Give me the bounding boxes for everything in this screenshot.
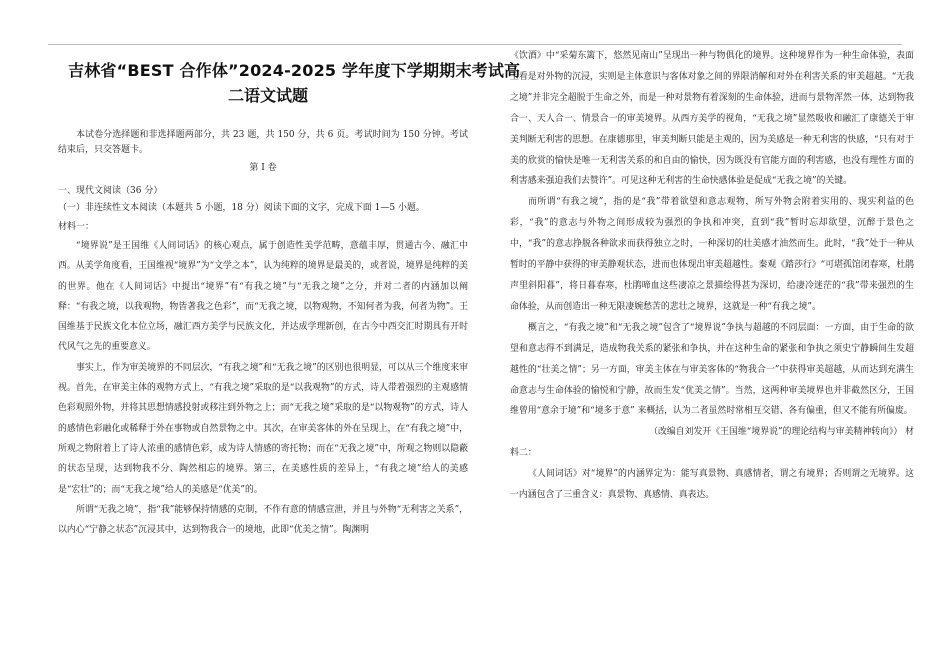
paragraph: 《饮酒》中“采菊东篱下，悠然见南山”呈现出一种与物俱化的境界。这种境界作为一种生命体验，表面上看是对外物的沉浸，实则是主体意识与客体对象之间的界限消解和对外在利害关系的审美超越。“无我之境”并非完全超脱于生命之外，而是一种对景物有着深刻的生命体验，进而与景物浑然一体，达到物我合一、天人合一、情景合一的审美境界。从西方美学的视角，“无我之境”显然吸收和融汇了康德关于审美判断无利害的思想。在康德那里，审美判断只能是主观的，因为美感是一种无利害的快感，“只有对于美的欣赏的愉快是唯一无利害关系的和自由的愉快，因为既没有官能方面的利害感，也没有理性方面的利害感来强迫我们去赞许”。可见这种无利害的生命快感体验是促成“无我之境”的关键。 <box>510 51 914 187</box>
exam-instructions: 本试卷分选择题和非选择题两部分，共 23 题，共 150 分，共 6 页。考试时间为 150 分钟。考试结束后，只交答题卡。 <box>58 130 468 155</box>
volume-label: 第 I 卷 <box>249 163 277 173</box>
paragraph: 而所谓“有我之境”，指的是“我”带着欲望和意志观物，所写外物会附着实用的、现实利益的色彩，“我”的意志与外物之间形成较为强烈的争执和冲突，直到“我”暂时忘却欲望，沉醉于景色之中，“我”的意志挣脱各种欲求而获得独立之时，一种深切的壮美感才油然而生。此时，“我”处于一种从暂时的平静中获得的审美静观状态，进而也体现出审美超越性。秦观《踏莎行》“可堪孤馆闭春寒，杜鹃声里斜阳暮”，将日暮春寒，杜鹃啼血这些凄凉之景描绘得甚为深切，给凄冷迷茫的“我”带来强烈的生命体验，从而创造出一种无限凄婉愁苦的悲壮之境界，这就是一种“有我之境”。 <box>510 197 914 312</box>
paragraph: “境界说”是王国维《人间词话》的核心观点，属于创造性美学范畴，意蕴丰厚，贯通古今、融汇中西。从美学角度看，王国维视“境界”为“文学之本”，认为纯粹的境界是最美的，或者说，境界是纯粹的美的世界。他在《人间词话》中提出“境界”有“有我之境”与“无我之境”之分，并对二者的内涵加以阐释：“有我之境，以我观物，物皆著我之色彩”，而“无我之境，以物观物，不知何者为我，何者为物”。王国维基于民族文化本位立场，融汇西方美学与民族文化，并达成学理新创，在古今中西交汇时期具有开时代风气之先的重要意义。 <box>58 241 468 353</box>
right-body <box>510 46 914 506</box>
material-tail: 材 <box>905 427 914 438</box>
exam-title-line2: 二语文试题 <box>227 86 308 105</box>
left-body <box>58 236 468 540</box>
paragraph: 所谓“无我之境”，指“我”能够保持情感的克制，不作有意的情感宣泄，并且与外物“无利害之关系”，以内心“宁静之状态”沉浸其中，达到物我合一的境地，此即“优美之情”。陶渊明 <box>58 504 468 536</box>
paragraph: 概言之，“有我之境”和“无我之境”包含了“境界说”争执与超越的不同层面：一方面，由于生命的欲望和意志得不到满足，造成物我关系的紧张和争执，并在这种生命的紧张和争执之须史宁静瞬间生发超越性的“壮美之情”；另一方面，审美主体在与审美客体的“物我合一”中获得审美超越，从而达到充满生命意志与生命体验的愉悦和宁静，故而生发“优美之情”。当然，这两种审美境界也并非截然区分，王国维曾用“意余于境”和“境多于意” 来概括，认为二者虽然时常相互交错、各有偏重，但又不能有所偏废。 <box>510 322 914 417</box>
material2-label: 料二： <box>510 448 537 459</box>
exam-title-line1: 吉林省“BEST 合作体”2024-2025 学年度下学期期末考试高 <box>68 61 521 80</box>
material1-label: 材料一： <box>58 222 95 232</box>
paragraph: 事实上，作为审美境界的不同层次，“有我之境”和“无我之境”的区别也很明显，可以从三个维度来审视。首先，在审美主体的观物方式上，“有我之境”采取的是“以我观物”的方式，诗人带着强烈的主观感情色彩观照外物，并将其思想情感投射或移注到外物之上；而“无我之境”采取的是“以物观物”的方式，诗人的感情色彩融化或稀释于外在事物或自然景物之中。其次，在审美客体的外在呈现上，在“有我之境”中，所观之物附着上了诗人浓重的感情色彩，成为诗人情感的寄托物；而在“无我之境”中，所观之物则以隐蔽的状态呈现，达到物我不分、陶然相忘的境界。第三，在美感性质的差异上，“有我之境”给人的美感是“宏壮”的；而“无我之境”给人的美感是“优美”的。 <box>58 362 468 495</box>
left-column <box>58 0 521 671</box>
section-heading: 一、现代文阅读（36 分） <box>58 186 163 196</box>
source-citation: （改编自刘发开《王国维“境界说”的理论结构与审美精神转向》） 材 <box>649 427 914 438</box>
subsection-heading: （一）非连续性文本阅读（本题共 5 小题，18 分）阅读下面的文字，完成下面 1—5 小题。 <box>58 203 425 213</box>
right-column <box>510 0 914 671</box>
paragraph: 《人间词话》对“境界”的内涵界定为：能写真景物、真感情者，谓之有境界；否则谓之无境界。这一内涵包含了三重含义：真景物、真感情、真表达。 <box>510 469 914 501</box>
